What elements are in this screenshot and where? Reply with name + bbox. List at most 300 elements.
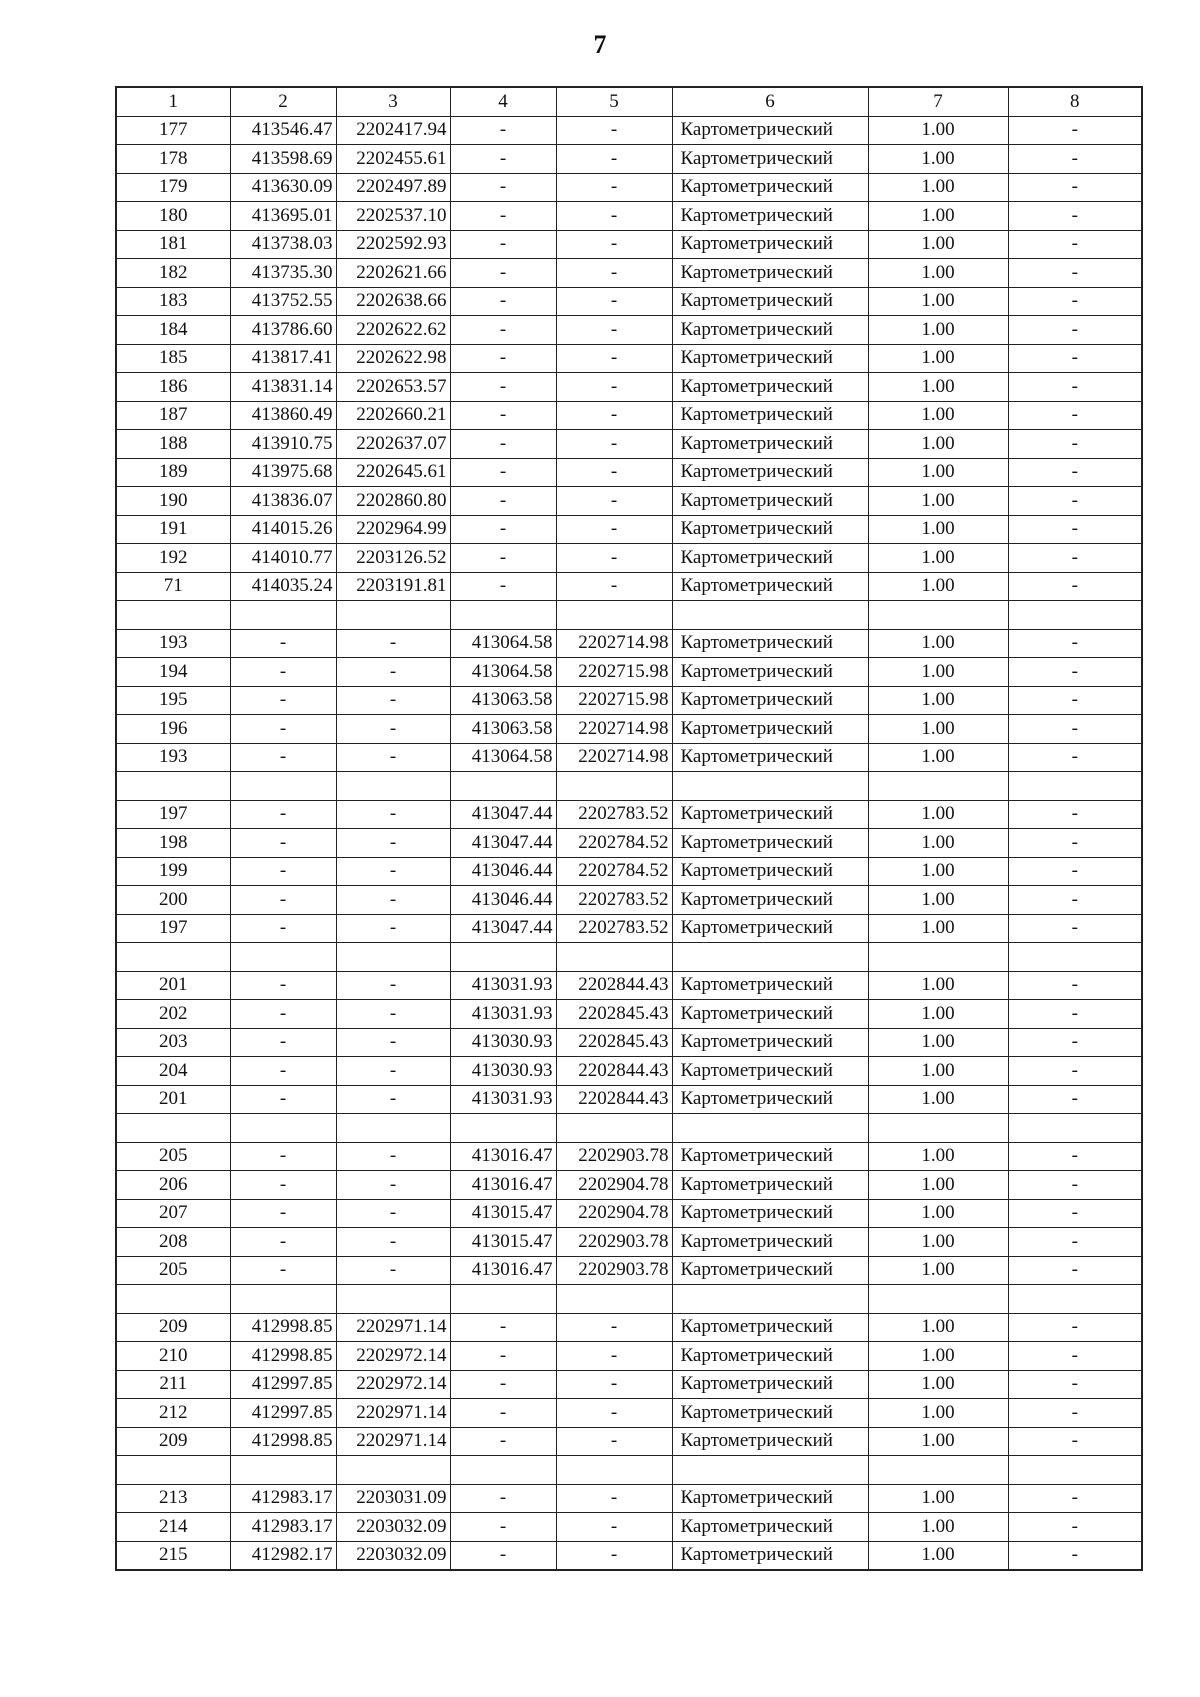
table-cell [868, 772, 1008, 801]
table-cell: 2202783.52 [556, 886, 672, 915]
table-cell [1008, 1285, 1142, 1314]
table-cell: Картометрический [672, 572, 868, 601]
page-number: 7 [593, 30, 607, 59]
table-cell: - [556, 116, 672, 145]
table-cell: 2202964.99 [336, 515, 450, 544]
table-cell: 191 [116, 515, 230, 544]
table-cell: - [1008, 1313, 1142, 1342]
table-cell: - [556, 259, 672, 288]
table-cell: 197 [116, 914, 230, 943]
table-cell: - [1008, 658, 1142, 687]
table-row [116, 116, 1142, 145]
table-cell: 1.00 [868, 287, 1008, 316]
table-cell: - [556, 230, 672, 259]
table-row [116, 344, 1142, 373]
table-cell: Картометрический [672, 1142, 868, 1171]
table-cell: 2202972.14 [336, 1342, 450, 1371]
table-cell [450, 1285, 556, 1314]
table-cell: 1.00 [868, 1513, 1008, 1542]
table-cell: Картометрический [672, 857, 868, 886]
table-row [116, 1028, 1142, 1057]
table-cell: - [556, 1370, 672, 1399]
table-cell: 1.00 [868, 1370, 1008, 1399]
table-cell: - [1008, 572, 1142, 601]
table-cell: - [230, 686, 336, 715]
table-cell: Картометрический [672, 658, 868, 687]
table-cell [672, 943, 868, 972]
table-cell: - [1008, 1342, 1142, 1371]
table-cell: - [450, 401, 556, 430]
table-cell: - [1008, 1370, 1142, 1399]
table-cell: 205 [116, 1256, 230, 1285]
table-row [116, 373, 1142, 402]
table-cell: 209 [116, 1427, 230, 1456]
table-cell: - [450, 1370, 556, 1399]
table-cell: - [1008, 344, 1142, 373]
table-row [116, 971, 1142, 1000]
table-cell: - [1008, 1000, 1142, 1029]
table-cell: - [556, 487, 672, 516]
table-cell: 1.00 [868, 515, 1008, 544]
table-cell: 182 [116, 259, 230, 288]
table-cell [556, 601, 672, 630]
table-cell: 211 [116, 1370, 230, 1399]
table-cell [336, 772, 450, 801]
table-cell: - [336, 1171, 450, 1200]
table-cell: 215 [116, 1541, 230, 1570]
table-cell: 2202714.98 [556, 743, 672, 772]
table-cell: - [556, 430, 672, 459]
coordinates-table [115, 86, 1143, 1571]
table-cell: 414010.77 [230, 544, 336, 573]
table-cell: - [336, 715, 450, 744]
table-row [116, 230, 1142, 259]
table-cell: 413735.30 [230, 259, 336, 288]
table-cell: - [556, 1513, 672, 1542]
table-cell: Картометрический [672, 715, 868, 744]
table-cell [672, 1114, 868, 1143]
table-cell: - [556, 287, 672, 316]
table-cell: - [450, 173, 556, 202]
table-cell: 2202621.66 [336, 259, 450, 288]
table-cell: 188 [116, 430, 230, 459]
table-cell: - [450, 544, 556, 573]
table-cell: - [336, 658, 450, 687]
table-cell: 1.00 [868, 686, 1008, 715]
column-header: 5 [556, 87, 672, 116]
table-cell [672, 601, 868, 630]
table-cell: 184 [116, 316, 230, 345]
table-cell: 413064.58 [450, 658, 556, 687]
table-cell: 413860.49 [230, 401, 336, 430]
table-cell: - [1008, 1199, 1142, 1228]
table-cell: 185 [116, 344, 230, 373]
table-row [116, 1114, 1142, 1143]
table-row [116, 914, 1142, 943]
table-cell [868, 1114, 1008, 1143]
table-cell: 2202714.98 [556, 715, 672, 744]
table-cell: Картометрический [672, 430, 868, 459]
table-cell: - [336, 743, 450, 772]
table-cell: 413016.47 [450, 1256, 556, 1285]
table-cell: - [1008, 1228, 1142, 1257]
table-cell: - [1008, 202, 1142, 231]
table-cell: - [450, 1342, 556, 1371]
table-cell: Картометрический [672, 686, 868, 715]
table-cell: - [450, 116, 556, 145]
table-row [116, 401, 1142, 430]
table-cell: 1.00 [868, 743, 1008, 772]
table-cell: 2202845.43 [556, 1028, 672, 1057]
column-header: 1 [116, 87, 230, 116]
table-cell: 2202455.61 [336, 145, 450, 174]
table-cell: Картометрический [672, 202, 868, 231]
table-cell: Картометрический [672, 1313, 868, 1342]
table-cell: - [230, 914, 336, 943]
table-cell: 2202903.78 [556, 1228, 672, 1257]
table-row [116, 1399, 1142, 1428]
table-cell: - [1008, 173, 1142, 202]
table-cell: Картометрический [672, 230, 868, 259]
table-cell: 1.00 [868, 259, 1008, 288]
table-cell: 192 [116, 544, 230, 573]
table-row [116, 800, 1142, 829]
table-cell: 193 [116, 743, 230, 772]
table-cell: Картометрический [672, 743, 868, 772]
table-cell: 1.00 [868, 116, 1008, 145]
table-row [116, 1171, 1142, 1200]
table-cell: - [336, 886, 450, 915]
table-cell: - [450, 430, 556, 459]
table-cell: 412983.17 [230, 1513, 336, 1542]
table-cell: - [1008, 487, 1142, 516]
table-cell: 413817.41 [230, 344, 336, 373]
table-cell: 2202844.43 [556, 1085, 672, 1114]
table-row [116, 857, 1142, 886]
table-cell: - [336, 1028, 450, 1057]
table-cell: 412982.17 [230, 1541, 336, 1570]
table-cell: - [556, 316, 672, 345]
table-cell: - [336, 1085, 450, 1114]
table-cell [230, 601, 336, 630]
table-cell [116, 772, 230, 801]
table-cell: 1.00 [868, 886, 1008, 915]
table-cell: 181 [116, 230, 230, 259]
table-row [116, 601, 1142, 630]
table-cell: 1.00 [868, 1484, 1008, 1513]
table-cell: 2203032.09 [336, 1541, 450, 1570]
table-cell: Картометрический [672, 1171, 868, 1200]
table-cell: - [556, 515, 672, 544]
table-row [116, 743, 1142, 772]
table-cell: Картометрический [672, 1399, 868, 1428]
table-cell: 1.00 [868, 401, 1008, 430]
table-cell: 1.00 [868, 1427, 1008, 1456]
table-cell: 183 [116, 287, 230, 316]
table-row [116, 686, 1142, 715]
table-cell: - [1008, 629, 1142, 658]
table-cell: - [1008, 373, 1142, 402]
table-cell: - [1008, 914, 1142, 943]
table-cell: 413786.60 [230, 316, 336, 345]
table-cell: - [336, 686, 450, 715]
table-cell: 2202903.78 [556, 1256, 672, 1285]
table-cell [1008, 772, 1142, 801]
table-cell: - [1008, 259, 1142, 288]
table-cell [450, 943, 556, 972]
table-cell: 2202497.89 [336, 173, 450, 202]
table-cell: Картометрический [672, 1370, 868, 1399]
table-cell: 2202904.78 [556, 1171, 672, 1200]
table-cell: 2202638.66 [336, 287, 450, 316]
table-cell: - [450, 572, 556, 601]
table-cell: - [1008, 1028, 1142, 1057]
table-cell: - [230, 658, 336, 687]
table-cell: Картометрический [672, 145, 868, 174]
table-cell: 413015.47 [450, 1199, 556, 1228]
table-cell: 177 [116, 116, 230, 145]
table-cell: 208 [116, 1228, 230, 1257]
table-cell: Картометрический [672, 173, 868, 202]
table-cell: 2202622.62 [336, 316, 450, 345]
column-header: 6 [672, 87, 868, 116]
table-cell: 180 [116, 202, 230, 231]
table-cell: 1.00 [868, 458, 1008, 487]
table-cell [230, 1285, 336, 1314]
table-cell: 413015.47 [450, 1228, 556, 1257]
table-cell: - [450, 287, 556, 316]
table-cell: 1.00 [868, 1028, 1008, 1057]
table-cell: Картометрический [672, 914, 868, 943]
table-cell: - [1008, 686, 1142, 715]
table-cell: 412998.85 [230, 1427, 336, 1456]
table-cell: - [450, 1541, 556, 1570]
table-cell: 1.00 [868, 914, 1008, 943]
table-cell: 2202784.52 [556, 857, 672, 886]
table-cell: 2202715.98 [556, 686, 672, 715]
table-cell: - [450, 1399, 556, 1428]
table-cell: 193 [116, 629, 230, 658]
table-cell: - [1008, 544, 1142, 573]
table-cell: 413047.44 [450, 800, 556, 829]
table-cell: 413738.03 [230, 230, 336, 259]
table-cell: - [1008, 1142, 1142, 1171]
table-cell [672, 772, 868, 801]
table-cell: - [1008, 1427, 1142, 1456]
table-cell: - [450, 373, 556, 402]
table-cell: 413064.58 [450, 629, 556, 658]
table-row [116, 1085, 1142, 1114]
table-cell: - [1008, 800, 1142, 829]
table-cell: - [1008, 1513, 1142, 1542]
table-row [116, 886, 1142, 915]
table-row [116, 715, 1142, 744]
table-cell: - [556, 1427, 672, 1456]
table-row [116, 1057, 1142, 1086]
table-cell: - [230, 1057, 336, 1086]
column-header: 2 [230, 87, 336, 116]
table-cell: - [336, 829, 450, 858]
table-cell [1008, 943, 1142, 972]
table-cell: - [556, 1484, 672, 1513]
table-cell: 2202622.98 [336, 344, 450, 373]
table-cell: 2202637.07 [336, 430, 450, 459]
table-cell: 1.00 [868, 145, 1008, 174]
table-cell: 204 [116, 1057, 230, 1086]
table-cell: - [556, 1342, 672, 1371]
table-cell: - [1008, 316, 1142, 345]
table-cell: - [450, 202, 556, 231]
table-cell: 1.00 [868, 1399, 1008, 1428]
table-row [116, 1541, 1142, 1570]
table-cell: Картометрический [672, 1028, 868, 1057]
table-cell: 2202645.61 [336, 458, 450, 487]
table-cell: 2202860.80 [336, 487, 450, 516]
table-cell: - [1008, 458, 1142, 487]
table-cell: - [230, 971, 336, 1000]
table-cell: - [230, 743, 336, 772]
table-cell: 2202537.10 [336, 202, 450, 231]
table-cell: - [1008, 145, 1142, 174]
table-cell: 1.00 [868, 829, 1008, 858]
table-cell: - [556, 373, 672, 402]
table-cell: - [336, 857, 450, 886]
table-cell [116, 601, 230, 630]
table-row [116, 1313, 1142, 1342]
table-cell: Картометрический [672, 515, 868, 544]
table-cell: 190 [116, 487, 230, 516]
table-cell: 413064.58 [450, 743, 556, 772]
table-cell: 1.00 [868, 658, 1008, 687]
table-row [116, 1199, 1142, 1228]
table-cell: Картометрический [672, 829, 868, 858]
table-cell: Картометрический [672, 1541, 868, 1570]
table-cell: 412997.85 [230, 1370, 336, 1399]
table-cell: Картометрический [672, 1085, 868, 1114]
table-cell: - [556, 572, 672, 601]
table-cell [116, 943, 230, 972]
table-cell: 413630.09 [230, 173, 336, 202]
table-cell: 1.00 [868, 572, 1008, 601]
table-cell: 2202592.93 [336, 230, 450, 259]
table-row [116, 287, 1142, 316]
table-cell: 1.00 [868, 344, 1008, 373]
table-cell: 1.00 [868, 1000, 1008, 1029]
table-cell [116, 1114, 230, 1143]
table-cell: - [230, 857, 336, 886]
table-cell: 2202783.52 [556, 800, 672, 829]
table-cell: 413030.93 [450, 1028, 556, 1057]
table-cell: 413016.47 [450, 1142, 556, 1171]
table-cell: - [556, 344, 672, 373]
table-cell: 2202971.14 [336, 1313, 450, 1342]
table-cell [336, 601, 450, 630]
table-cell [116, 1285, 230, 1314]
table-cell: - [230, 1000, 336, 1029]
table-cell: 2202784.52 [556, 829, 672, 858]
table-cell: 414035.24 [230, 572, 336, 601]
table-row [116, 1285, 1142, 1314]
table-row [116, 458, 1142, 487]
table-cell: - [230, 1085, 336, 1114]
table-cell: 2202844.43 [556, 1057, 672, 1086]
table-cell: 189 [116, 458, 230, 487]
table-cell [868, 1456, 1008, 1485]
table-cell: 213 [116, 1484, 230, 1513]
table-cell: - [336, 971, 450, 1000]
table-cell: - [230, 800, 336, 829]
table-cell: Картометрический [672, 458, 868, 487]
table-cell: Картометрический [672, 1342, 868, 1371]
table-cell: - [1008, 857, 1142, 886]
table-cell: Картометрический [672, 1057, 868, 1086]
table-cell: 2202903.78 [556, 1142, 672, 1171]
table-cell: - [1008, 886, 1142, 915]
table-cell: 2202660.21 [336, 401, 450, 430]
table-row [116, 1513, 1142, 1542]
table-cell [230, 943, 336, 972]
table-cell: 210 [116, 1342, 230, 1371]
table-row [116, 572, 1142, 601]
table-cell: 413031.93 [450, 971, 556, 1000]
table-cell: - [230, 629, 336, 658]
table-row [116, 772, 1142, 801]
table-cell: Картометрический [672, 629, 868, 658]
table-cell: 2203191.81 [336, 572, 450, 601]
table-cell: Картометрический [672, 1228, 868, 1257]
table-cell: 413016.47 [450, 1171, 556, 1200]
table-cell: 413546.47 [230, 116, 336, 145]
table-cell: 413031.93 [450, 1085, 556, 1114]
table-cell: 2203031.09 [336, 1484, 450, 1513]
table-cell: - [336, 1199, 450, 1228]
table-cell: - [450, 1484, 556, 1513]
table-cell: - [1008, 430, 1142, 459]
table-cell: Картометрический [672, 401, 868, 430]
table-cell: 413030.93 [450, 1057, 556, 1086]
table-row [116, 629, 1142, 658]
table-row [116, 544, 1142, 573]
table-cell: 1.00 [868, 230, 1008, 259]
table-cell: 2202783.52 [556, 914, 672, 943]
table-cell: - [1008, 1085, 1142, 1114]
table-cell: Картометрический [672, 1513, 868, 1542]
table-cell [450, 601, 556, 630]
table-cell: - [336, 1000, 450, 1029]
table-cell: 198 [116, 829, 230, 858]
table-cell: - [230, 829, 336, 858]
table-cell [556, 1114, 672, 1143]
table-header-row [116, 87, 1142, 116]
table-row [116, 658, 1142, 687]
table-cell [556, 943, 672, 972]
table-cell: 1.00 [868, 202, 1008, 231]
table-cell: 201 [116, 971, 230, 1000]
table-cell: Картометрический [672, 1256, 868, 1285]
table-cell: - [450, 458, 556, 487]
table-cell: - [230, 1028, 336, 1057]
table-cell: - [450, 259, 556, 288]
table-cell: 413063.58 [450, 715, 556, 744]
table-cell [230, 1456, 336, 1485]
table-cell: 1.00 [868, 1313, 1008, 1342]
table-cell: - [450, 515, 556, 544]
table-cell: 202 [116, 1000, 230, 1029]
table-row [116, 259, 1142, 288]
table-cell: 1.00 [868, 173, 1008, 202]
table-cell: 412998.85 [230, 1313, 336, 1342]
table-cell: - [230, 1199, 336, 1228]
